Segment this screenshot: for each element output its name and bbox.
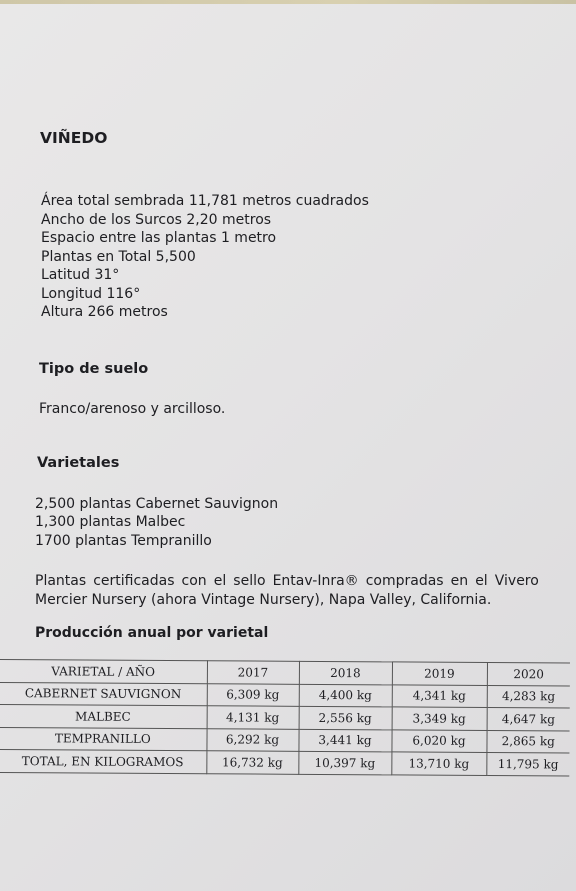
certification-line: Plantas certificadas con el sello Entav-Inra® compradas en el Vivero [35,573,539,589]
production-cell: 6,292 kg [206,728,298,751]
production-heading: Producción anual por varietal [35,625,269,641]
spec-plant-spacing: Espacio entre las plantas 1 metro [41,230,277,246]
varietals-heading: Varietales [37,455,120,471]
total-label-cell: TOTAL, EN KILOGRAMOS [0,749,206,773]
total-cell: 16,732 kg [206,751,298,774]
spec-longitude: Longitud 116° [41,285,141,302]
certification-line: Mercier Nursery (ahora Vintage Nursery), Napa Valley, California. [35,592,492,608]
production-cell: 3,441 kg [298,729,391,752]
production-cell: 6,020 kg [391,729,486,752]
spec-altitude: Altura 266 metros [41,304,168,320]
varietal-item: 1700 plantas Tempranillo [35,533,212,549]
varietal-name-cell: MALBEC [0,704,207,728]
table-header-cell: VARIETAL / AÑO [0,660,207,684]
soil-text: Franco/arenoso y arcilloso. [39,401,226,417]
varietal-item: 2,500 plantas Cabernet Sauvignon [35,496,279,512]
spec-latitude: Latitud 31° [41,267,120,283]
table-header-cell: 2019 [392,662,487,685]
page-title: VIÑEDO [40,129,108,147]
production-cell: 2,865 kg [486,730,569,753]
spec-row-width: Ancho de los Surcos 2,20 metros [41,211,272,228]
vineyard-specs [41,193,369,323]
spec-area: Área total sembrada 11,781 metros cuadrados [41,193,369,209]
table-total-row [0,749,569,775]
production-table [0,659,570,776]
production-cell: 4,341 kg [392,684,487,707]
production-cell: 4,283 kg [487,685,570,708]
production-cell: 4,131 kg [207,706,299,729]
table-header-cell: 2017 [207,661,299,684]
soil-heading: Tipo de suelo [39,361,149,377]
production-cell: 3,349 kg [392,707,487,730]
total-cell: 13,710 kg [391,752,486,775]
total-cell: 11,795 kg [486,752,569,775]
table-header-cell: 2018 [299,661,392,684]
varietal-item: 1,300 plantas Malbec [35,514,186,530]
paper-top-edge [0,0,576,4]
production-cell: 2,556 kg [299,706,392,729]
varietal-name-cell: CABERNET SAUVIGNON [0,682,207,706]
table-header-cell: 2020 [487,662,570,685]
spec-total-plants: Plantas en Total 5,500 [41,248,196,265]
production-cell: 4,647 kg [487,707,570,730]
production-cell: 4,400 kg [299,684,392,707]
production-cell: 6,309 kg [207,683,299,706]
total-cell: 10,397 kg [298,751,391,774]
varietal-name-cell: TEMPRANILLO [0,727,207,751]
